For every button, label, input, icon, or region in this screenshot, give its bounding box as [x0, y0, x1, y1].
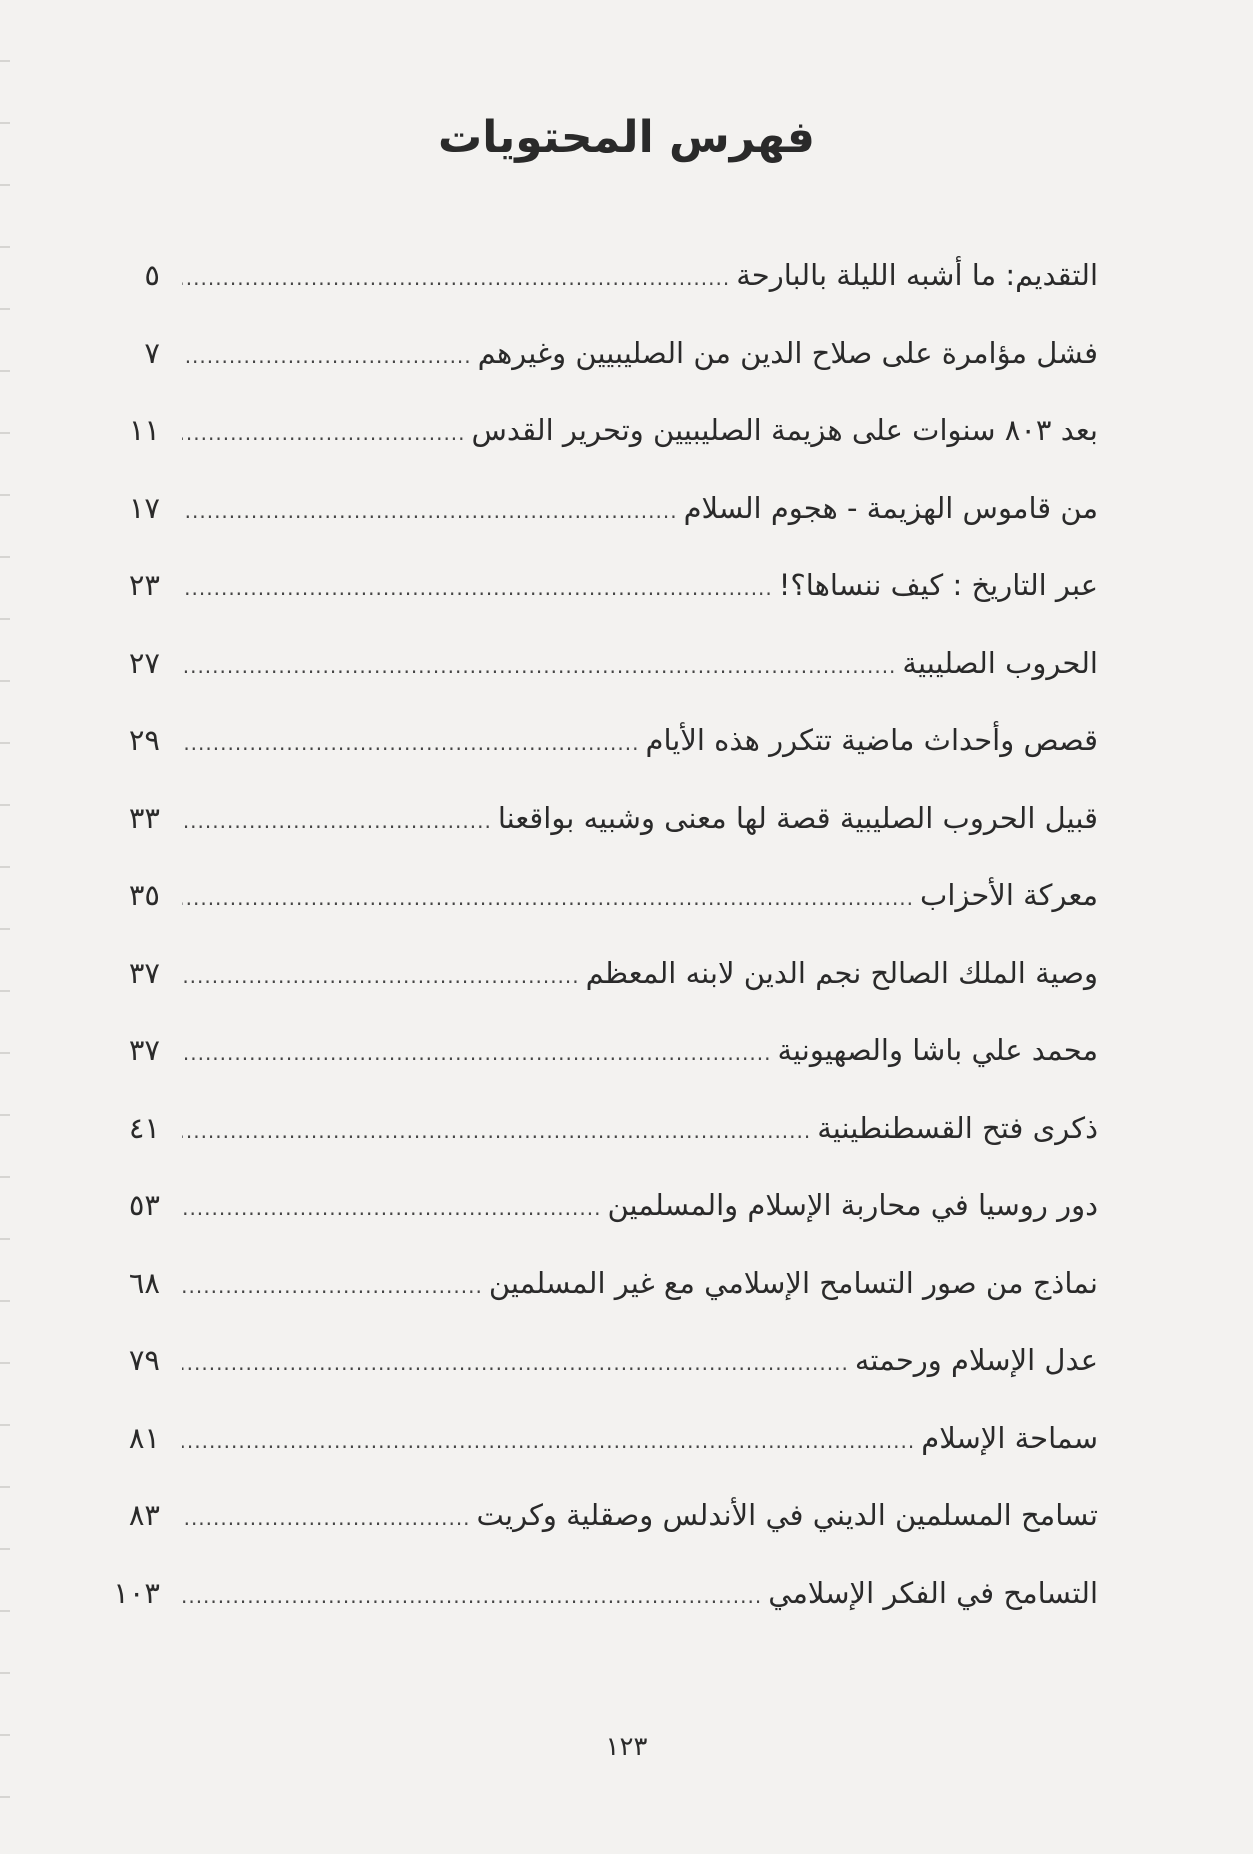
dot-leader	[182, 344, 472, 368]
table-of-contents	[108, 258, 1098, 1653]
toc-entry-title: نماذج من صور التسامح الإسلامي مع غير المسلمين	[488, 1265, 1098, 1300]
dot-leader	[182, 266, 730, 290]
toc-entry-title: تسامح المسلمين الديني في الأندلس وصقلية وكريت	[476, 1498, 1098, 1532]
toc-entry	[108, 1498, 1098, 1576]
toc-entry	[108, 1033, 1098, 1111]
dot-leader	[182, 964, 580, 988]
toc-entry-page: ١٠٣	[113, 1575, 160, 1610]
toc-entry-title: سماحة الإسلام	[921, 1420, 1098, 1455]
dot-leader	[182, 731, 639, 755]
toc-entry	[108, 258, 1098, 336]
toc-entry	[108, 1188, 1098, 1266]
dot-leader	[182, 886, 914, 910]
toc-entry-page: ٨٣	[128, 1498, 160, 1532]
toc-entry	[108, 723, 1098, 801]
toc-entry-title: الحروب الصليبية	[902, 645, 1098, 680]
toc-entry-title: بعد ٨٠٣ سنوات على هزيمة الصليبيين وتحرير القدس	[471, 413, 1098, 447]
toc-entry-title: وصية الملك الصالح نجم الدين لابنه المعظم	[585, 955, 1098, 990]
toc-entry-title: عبر التاريخ : كيف ننساها؟!	[778, 568, 1098, 602]
toc-entry	[108, 491, 1098, 569]
toc-entry	[108, 568, 1098, 646]
dot-leader	[182, 499, 678, 523]
dot-leader	[182, 1041, 771, 1065]
toc-entry-title: من قاموس الهزيمة - هجوم السلام	[683, 490, 1098, 525]
dot-leader	[182, 654, 896, 678]
toc-entry-title: التسامح في الفكر الإسلامي	[768, 1575, 1098, 1610]
toc-entry	[108, 413, 1098, 491]
toc-entry-title: دور روسيا في محاربة الإسلام والمسلمين	[607, 1188, 1098, 1222]
toc-entry-title: محمد علي باشا والصهيونية	[777, 1033, 1098, 1067]
dot-leader	[182, 576, 773, 600]
toc-entry-page: ٣٧	[128, 955, 160, 990]
toc-entry-title: ذكرى فتح القسطنطينية	[817, 1110, 1098, 1145]
toc-entry-page: ٧٩	[128, 1343, 160, 1377]
dot-leader	[182, 1429, 915, 1453]
dot-leader	[182, 1274, 483, 1298]
toc-entry	[108, 336, 1098, 414]
toc-entry-page: ٣٣	[128, 800, 160, 835]
dot-leader	[182, 1506, 471, 1530]
toc-entry	[108, 1343, 1098, 1421]
toc-entry-title: قصص وأحداث ماضية تتكرر هذه الأيام	[645, 723, 1098, 757]
dot-leader	[182, 1196, 601, 1220]
toc-entry-page: ٥٣	[128, 1188, 160, 1222]
toc-entry	[108, 1421, 1098, 1499]
toc-entry	[108, 1111, 1098, 1189]
toc-entry	[108, 646, 1098, 724]
toc-entry	[108, 1266, 1098, 1344]
toc-entry-page: ٣٧	[128, 1033, 160, 1067]
toc-entry-page: ٢٣	[128, 568, 160, 602]
toc-entry-page: ٤١	[128, 1110, 160, 1145]
dot-leader	[182, 421, 466, 445]
toc-entry-page: ٧	[144, 335, 160, 370]
page-title: فهرس المحتويات	[438, 112, 815, 163]
page-number: ١٢٣	[605, 1732, 648, 1762]
toc-entry-title: معركة الأحزاب	[920, 878, 1098, 912]
toc-entry-title: التقديم: ما أشبه الليلة بالبارحة	[736, 258, 1098, 292]
page-edge-shadow	[0, 0, 10, 1854]
dot-leader	[182, 1584, 762, 1608]
toc-entry-page: ٦٨	[128, 1265, 160, 1300]
dot-leader	[182, 1119, 811, 1143]
toc-entry-title: فشل مؤامرة على صلاح الدين من الصليبيين وغيرهم	[477, 335, 1098, 370]
toc-entry-page: ١١	[128, 413, 160, 447]
toc-entry-page: ٢٧	[128, 645, 160, 680]
toc-entry-page: ٥	[144, 258, 160, 292]
toc-entry-title: عدل الإسلام ورحمته	[854, 1343, 1098, 1377]
toc-entry-page: ٨١	[128, 1420, 160, 1455]
toc-entry	[108, 878, 1098, 956]
toc-entry	[108, 1576, 1098, 1654]
toc-entry-page: ٢٩	[128, 723, 160, 757]
dot-leader	[182, 1351, 849, 1375]
dot-leader	[182, 809, 492, 833]
toc-entry-page: ١٧	[128, 490, 160, 525]
toc-entry-title: قبيل الحروب الصليبية قصة لها معنى وشبيه بواقعنا	[497, 800, 1098, 835]
toc-entry-page: ٣٥	[128, 878, 160, 912]
toc-entry	[108, 801, 1098, 879]
toc-entry	[108, 956, 1098, 1034]
